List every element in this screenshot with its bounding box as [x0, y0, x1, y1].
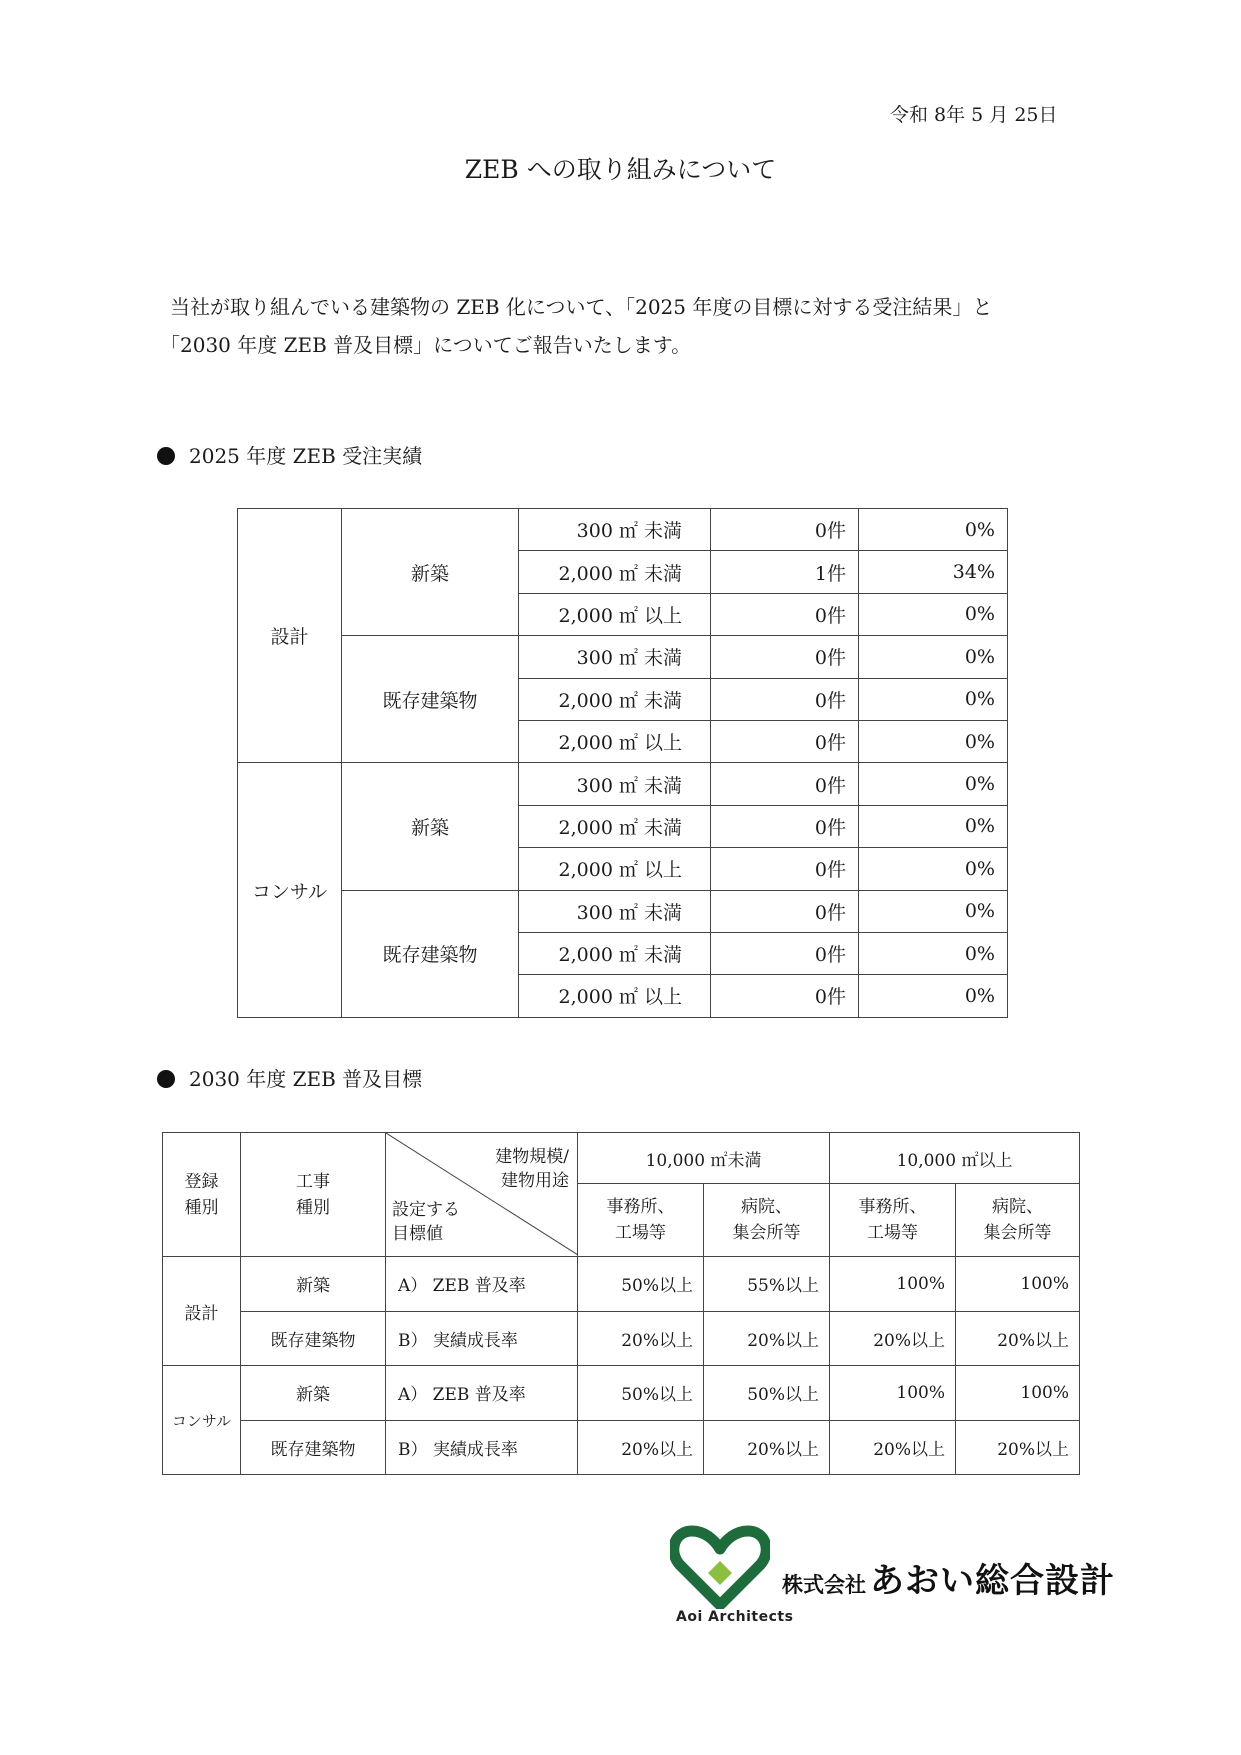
value-cell: 20%以上: [956, 1311, 1080, 1366]
header-text: 集会所等: [732, 1223, 801, 1243]
document-title: ZEB への取り組みについて: [464, 155, 777, 184]
header-use-hospital: [956, 1184, 1080, 1257]
value-cell: 100%: [956, 1257, 1080, 1312]
count-cell: 0件: [711, 805, 859, 847]
percent-cell: 0%: [859, 678, 1008, 720]
header-text: 建物規模/: [495, 1147, 569, 1167]
percent-cell: 34%: [859, 551, 1008, 593]
document-date: 令和 8年 5 月 25日: [890, 104, 1058, 126]
value-cell: 50%以上: [578, 1366, 704, 1421]
size-cell: 300 ㎡ 未満: [519, 509, 711, 551]
count-cell: 0件: [711, 720, 859, 762]
value-cell: 50%以上: [578, 1257, 704, 1312]
percent-cell: 0%: [859, 890, 1008, 932]
value-cell: 100%: [956, 1366, 1080, 1421]
category-cell: コンサル: [238, 763, 342, 1017]
header-diagonal-cell: [386, 1133, 578, 1257]
section-heading-text: 2025 年度 ZEB 受注実績: [189, 444, 423, 468]
value-cell: 20%以上: [578, 1311, 704, 1366]
header-row: [163, 1133, 1080, 1184]
value-cell: 20%以上: [956, 1420, 1080, 1475]
target-cell: A） ZEB 普及率: [386, 1257, 578, 1312]
target-cell: B） 実績成長率: [386, 1311, 578, 1366]
percent-cell: 0%: [859, 805, 1008, 847]
work-type-cell: 新築: [241, 1257, 386, 1312]
size-cell: 2,000 ㎡ 以上: [519, 720, 711, 762]
header-text: 工場等: [615, 1223, 666, 1243]
work-type-cell: 既存建築物: [241, 1420, 386, 1475]
header-text: 病院、: [741, 1197, 792, 1217]
bullet-icon: [157, 447, 175, 465]
header-use-hospital: [704, 1184, 830, 1257]
count-cell: 1件: [711, 551, 859, 593]
company-logo: [670, 1525, 1115, 1625]
header-text: 設定する: [392, 1200, 460, 1220]
size-cell: 2,000 ㎡ 以上: [519, 848, 711, 890]
value-cell: 20%以上: [830, 1420, 956, 1475]
building-type-cell: 既存建築物: [342, 890, 519, 1017]
header-work-type: [241, 1133, 386, 1257]
heart-logo-icon: [670, 1525, 770, 1609]
building-type-cell: 新築: [342, 509, 519, 636]
building-type-cell: 新築: [342, 763, 519, 890]
count-cell: 0件: [711, 678, 859, 720]
table-row: [238, 890, 1008, 932]
target-cell: A） ZEB 普及率: [386, 1366, 578, 1421]
count-cell: 0件: [711, 593, 859, 635]
count-cell: 0件: [711, 932, 859, 974]
section-heading-text: 2030 年度 ZEB 普及目標: [189, 1067, 423, 1091]
work-type-cell: 既存建築物: [241, 1311, 386, 1366]
company-main-name: あおい総合設計: [870, 1561, 1115, 1601]
table-row: [238, 763, 1008, 805]
header-text: 事務所、: [858, 1197, 927, 1217]
reg-type-cell: コンサル: [163, 1366, 241, 1475]
size-cell: 2,000 ㎡ 未満: [519, 678, 711, 720]
company-prefix: 株式会社: [782, 1573, 866, 1597]
header-use-office: [830, 1184, 956, 1257]
header-text: 工事: [296, 1171, 330, 1192]
size-cell: 2,000 ㎡ 以上: [519, 975, 711, 1017]
value-cell: 20%以上: [830, 1311, 956, 1366]
company-english-name: Aoi Architects: [676, 1609, 794, 1625]
header-text: 集会所等: [983, 1223, 1052, 1243]
section-heading-2030: [157, 1063, 422, 1092]
count-cell: 0件: [711, 848, 859, 890]
percent-cell: 0%: [859, 593, 1008, 635]
size-cell: 2,000 ㎡ 以上: [519, 593, 711, 635]
header-text: 建物用途: [501, 1171, 569, 1191]
reg-type-cell: 設計: [163, 1257, 241, 1366]
table-row: [163, 1420, 1080, 1475]
value-cell: 100%: [830, 1257, 956, 1312]
header-text: 目標値: [392, 1224, 443, 1244]
results-table-2025: [237, 508, 1008, 1018]
table-row: [163, 1257, 1080, 1312]
size-cell: 2,000 ㎡ 未満: [519, 805, 711, 847]
table-row: [163, 1366, 1080, 1421]
company-name: [782, 1553, 1115, 1602]
percent-cell: 0%: [859, 720, 1008, 762]
size-cell: 2,000 ㎡ 未満: [519, 551, 711, 593]
value-cell: 55%以上: [704, 1257, 830, 1312]
header-use-office: [578, 1184, 704, 1257]
header-text: 種別: [184, 1197, 219, 1218]
category-cell: 設計: [238, 509, 342, 763]
header-size-over: 10,000 ㎡以上: [830, 1133, 1080, 1184]
value-cell: 50%以上: [704, 1366, 830, 1421]
intro-line-2: 「2030 年度 ZEB 普及目標」についてご報告いたします。: [160, 333, 692, 357]
value-cell: 100%: [830, 1366, 956, 1421]
header-text: 種別: [296, 1197, 330, 1218]
building-type-cell: 既存建築物: [342, 636, 519, 763]
header-text: 事務所、: [606, 1197, 675, 1217]
table-row: [238, 509, 1008, 551]
bullet-icon: [157, 1070, 175, 1088]
percent-cell: 0%: [859, 975, 1008, 1017]
count-cell: 0件: [711, 763, 859, 805]
table-row: [238, 636, 1008, 678]
percent-cell: 0%: [859, 636, 1008, 678]
intro-line-1: 当社が取り組んでいる建築物の ZEB 化について、「2025 年度の目標に対する受注結果」と: [170, 295, 993, 319]
size-cell: 300 ㎡ 未満: [519, 636, 711, 678]
section-heading-2025: [157, 440, 422, 469]
count-cell: 0件: [711, 975, 859, 1017]
count-cell: 0件: [711, 890, 859, 932]
header-text: 工場等: [867, 1223, 919, 1243]
target-cell: B） 実績成長率: [386, 1420, 578, 1475]
goals-table-2030: [162, 1132, 1080, 1475]
work-type-cell: 新築: [241, 1366, 386, 1421]
percent-cell: 0%: [859, 848, 1008, 890]
value-cell: 20%以上: [704, 1311, 830, 1366]
value-cell: 20%以上: [578, 1420, 704, 1475]
size-cell: 2,000 ㎡ 未満: [519, 932, 711, 974]
percent-cell: 0%: [859, 509, 1008, 551]
header-text: 病院、: [992, 1197, 1044, 1217]
header-size-under: 10,000 ㎡未満: [578, 1133, 830, 1184]
percent-cell: 0%: [859, 763, 1008, 805]
count-cell: 0件: [711, 509, 859, 551]
header-text: 登録: [184, 1171, 219, 1192]
size-cell: 300 ㎡ 未満: [519, 763, 711, 805]
header-reg-type: [163, 1133, 241, 1257]
percent-cell: 0%: [859, 932, 1008, 974]
count-cell: 0件: [711, 636, 859, 678]
intro-paragraph: [160, 288, 1100, 364]
value-cell: 20%以上: [704, 1420, 830, 1475]
table-row: [163, 1311, 1080, 1366]
size-cell: 300 ㎡ 未満: [519, 890, 711, 932]
